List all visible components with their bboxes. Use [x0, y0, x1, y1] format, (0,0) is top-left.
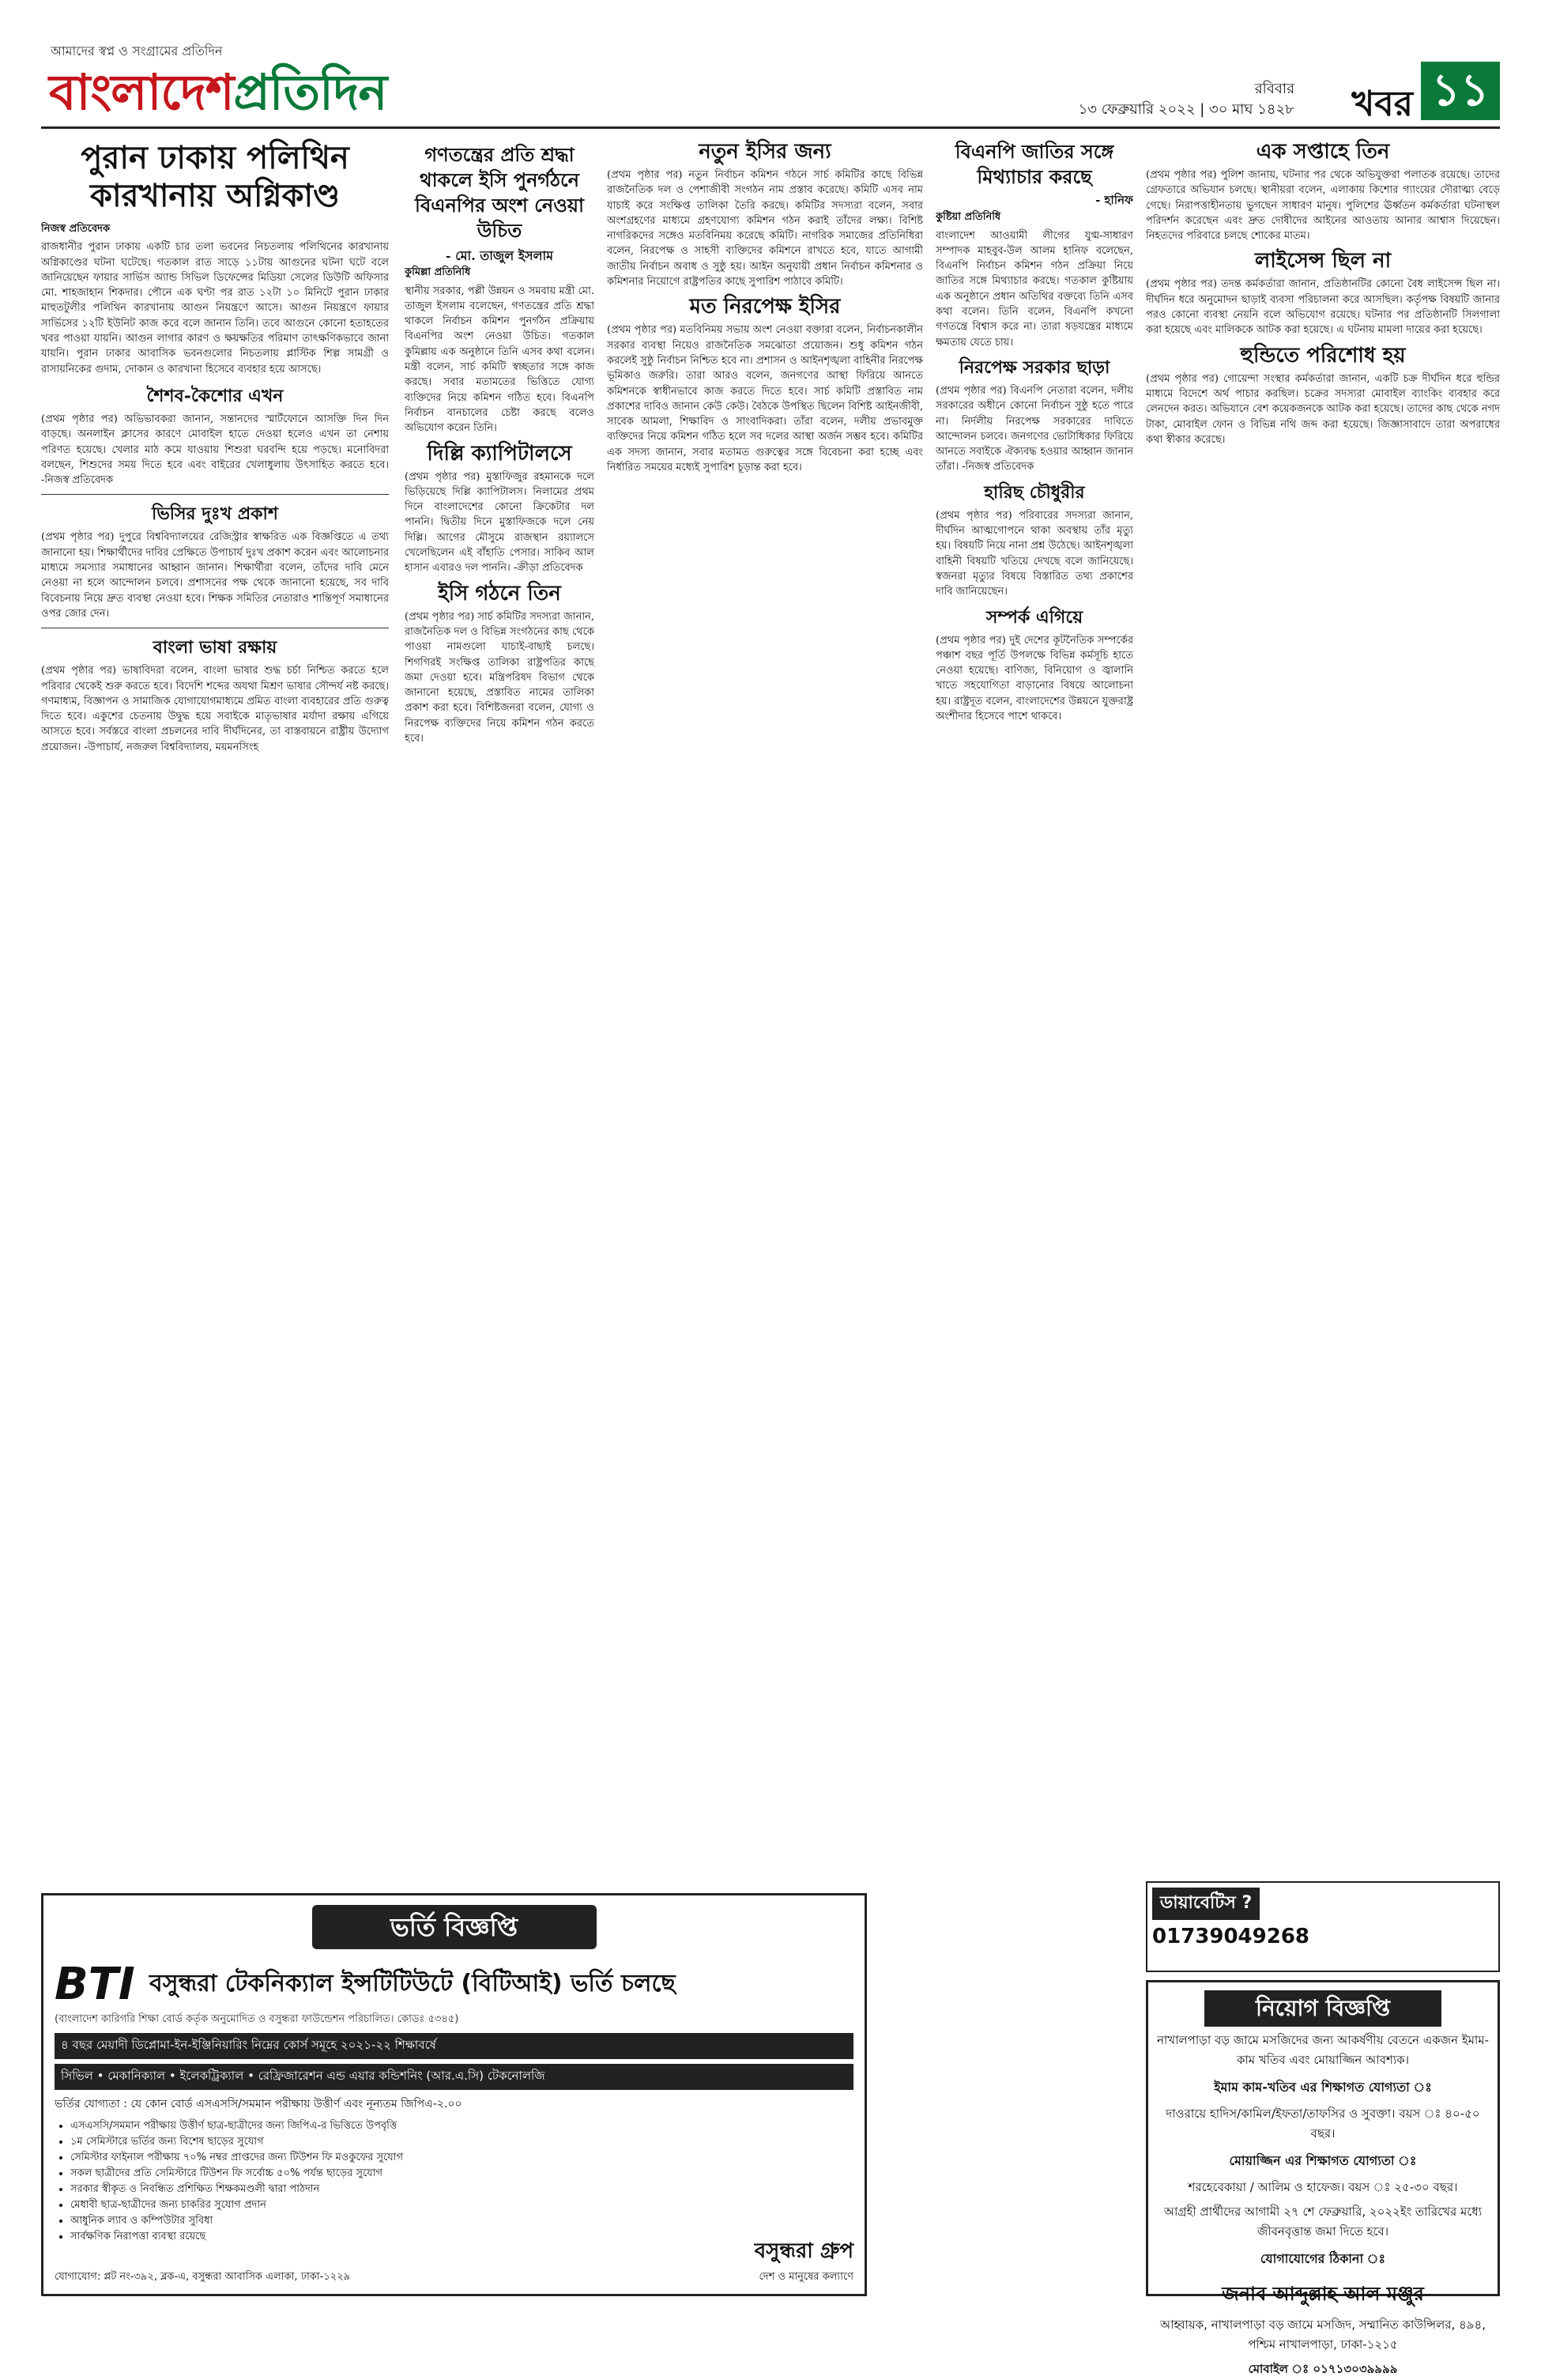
group-name: বসুন্ধরা গ্রুপ	[754, 2239, 853, 2263]
quote-author: - হানিফ	[1095, 193, 1133, 207]
list-item: • সার্বক্ষণিক নিরাপত্তা ব্যবস্থা রয়েছে	[70, 2229, 853, 2245]
column-5	[1146, 134, 1500, 1873]
article-body: (প্রথম পৃষ্ঠার পর) অভিভাবকরা জানান, সন্তানদের স্মার্টফোনে আসক্তি দিন দিন বাড়ছে। অনলাইন ক্লাসের কারণে মোবাইল হাতে দেওয়া হলেও এখন তা নেশায় পরিণত হয়েছে। খেলার মাঠ কমে যাওয়ায় শিশুরা ঘরবন্দি হয়ে পড়ছে। মনোবিদরা বলছেন, শিশুদের সময় দিতে হবে এবং বাইরের খেলাধুলায় উৎসাহিত করতে হবে। -নিজস্ব প্রতিবেদক	[41, 413, 389, 487]
article-body: রাজধানীর পুরান ঢাকায় একটি চার তলা ভবনের নিচতলায় পলিথিনের কারখানায় অগ্নিকাণ্ডের ঘটনা ঘটেছে। গতকাল রাত সাড়ে ১১টায় আগুনের ঘটনা ঘটে বলে জানিয়েছেন ফায়ার সার্ভিস অ্যান্ড সিভিল ডিফেন্সের মিডিয়া সেলের ডিউটি অফিসার মো. শাহজাহান শিকদার। পৌনে এক ঘণ্টা পর রাত ১২টা ১০ মিনিটে পুরান ঢাকার মাহুতটুলীর পলিথিন কারখানায় আগুন নিয়ন্ত্রণে আসে। আগুন নিয়ন্ত্রণে ফায়ার সার্ভিসের ১২টি ইউনিট কাজ করে বলে জানান তিনি। তবে আগুনে কোনো হতাহতের খবর পাওয়া যায়নি। আগুন লাগার কারণ ও ক্ষয়ক্ষতির পরিমাণ তাৎক্ষণিকভাবে জানা যায়নি। পুরান ঢাকার আবাসিক ভবনগুলোর নিচতলায় প্লাস্টিক শিল্প সামগ্রী ও রাসায়নিকের গুদাম, দোকান ও কারখানা হিসেবে ব্যবহার হয়ে আসছে।	[41, 241, 389, 375]
ad-org-row	[55, 1959, 853, 2010]
ad-courses: সিভিল • মেকানিক্যাল • ইলেকট্রিক্যাল • রেফ্রিজারেশন এন্ড এয়ার কন্ডিশনিং (আর.এ.সি) টেকনোলজি	[55, 2064, 853, 2090]
ad-benefits-list	[70, 2118, 853, 2245]
headline-three-week[interactable]: এক সপ্তাহে তিন	[1256, 140, 1390, 164]
list-item: • সেমিস্টার ফাইনাল পরীক্ষায় ৭০% নম্বর প্রাপ্তদের জন্য টিউশন ফি মওকুফের সুযোগ	[70, 2150, 853, 2166]
column-1	[41, 134, 389, 1885]
contact-address: আহ্বায়ক, নাখালপাড়া বড় জামে মসজিদ, সম্মানিত কাউন্সিলর, ৪৯৪, পশ্চিম নাখালপাড়া, ঢাকা-১২১৫	[1159, 2318, 1486, 2352]
job-ad-title: নিয়োগ বিজ্ঞপ্তি	[1204, 1990, 1441, 2027]
job-deadline: আগ্রহী প্রার্থীদের আগামী ২৭ শে ফেব্রুয়ারি, ২০২২ইং তারিখের মধ্যে জীবনবৃত্তান্ত জমা দিতে হবে।	[1163, 2205, 1483, 2239]
dateline	[1079, 79, 1294, 120]
subhead-language[interactable]: বাংলা ভাষা রক্ষায়	[153, 637, 277, 658]
byline: নিজস্ব প্রতিবেদক	[41, 223, 111, 235]
date-label: ১৩ ফেব্রুয়ারি ২০২২ | ৩০ মাঘ ১৪২৮	[1078, 101, 1294, 118]
article-body: (প্রথম পৃষ্ঠার পর) মুস্তাফিজুর রহমানকে দলে ভিড়িয়েছে দিল্লি ক্যাপিটালস। নিলামের প্রথম দিনে বাংলাদেশের কোনো ক্রিকেটার দল পাননি। দ্বিতীয় দিনে মুস্তাফিজকে দলে নেয় দিল্লি। আগের মৌসুমে রাজস্থান রয়্যালসে খেলেছিলেন এই বাঁহাতি পেসার। সাকিব আল হাসান এবারও দল পাননি। -ক্রীড়া প্রতিবেদক	[405, 470, 594, 575]
article-body: (প্রথম পৃষ্ঠার পর) দুই দেশের কূটনৈতিক সম্পর্কের পঞ্চাশ বছর পূর্তি উপলক্ষে বিভিন্ন কর্মসূচি হাতে নেওয়া হয়েছে। বাণিজ্য, বিনিয়োগ ও জ্বালানি খাতে সহযোগিতা বাড়ানোর বিষয়ে আলোচনা হয়। রাষ্ট্রদূত বলেন, বাংলাদেশের উন্নয়নে যুক্তরাষ্ট্র অংশীদার হিসেবে পাশে থাকবে।	[936, 634, 1133, 723]
headline-fire[interactable]: পুরান ঢাকায় পলিথিন কারখানায় অগ্নিকাণ্ড	[81, 139, 349, 214]
logo-part-1: বাংলাদেশ	[49, 63, 234, 121]
contact-label: যোগাযোগের ঠিকানা ঃ	[1260, 2251, 1386, 2266]
article-body: (প্রথম পৃষ্ঠার পর) তদন্ত কর্মকর্তারা জানান, প্রতিষ্ঠানটির কোনো বৈধ লাইসেন্স ছিল না। দীর্ঘদিন ধরে অনুমোদন ছাড়াই ব্যবসা পরিচালনা করে আসছিল। কর্তৃপক্ষ বিষয়টি জানার পরও কোনো ব্যবস্থা নেয়নি বলে অভিযোগ রয়েছে। ঘটনার পর প্রতিষ্ঠানটি সিলগালা করা হয়েছে এবং মালিককে আটক করা হয়েছে। এ ঘটনায় মামলা দায়ের করা হয়েছে।	[1146, 278, 1500, 337]
subhead-hundi[interactable]: হুন্ডিতে পরিশোধ হয়	[1240, 343, 1406, 368]
section-label: খবর	[1351, 84, 1413, 124]
article-body: (প্রথম পৃষ্ঠার পর) মতবিনিময় সভায় অংশ নেওয়া বক্তারা বলেন, নির্বাচনকালীন সরকার ব্যবস্থা নিয়েও রাজনৈতিক সমঝোতা প্রয়োজন। শুধু কমিশন গঠন করলেই সুষ্ঠু নির্বাচন নিশ্চিত হবে না। প্রশাসন ও আইনশৃঙ্খলা বাহিনীর নিরপেক্ষ ভূমিকাও জরুরি। তারা আরও বলেন, জনগণের আস্থা ফিরিয়ে আনতে কমিশনকে স্বাধীনভাবে কাজ করতে দিতে হবে। সার্চ কমিটি প্রস্তাবিত নাম প্রকাশের দাবিও জানান কেউ কেউ। বৈঠকে উপস্থিত ছিলেন বিশিষ্ট আইনজীবী, সাবেক আমলা, শিক্ষাবিদ ও সাংবাদিকরা। তাঁরা বলেন, দলীয় প্রভাবমুক্ত ব্যক্তিদের নিয়ে কমিশন গঠিত হলে সব দলের আস্থা অর্জন সম্ভব হবে। কমিটির এক সদস্য জানান, সবার মতামত গুরুত্বের সঙ্গে বিবেচনা করা হচ্ছে এবং নির্ধারিত সময়ের মধ্যেই সুপারিশ চূড়ান্ত করা হবে।	[607, 324, 923, 474]
subhead-relations[interactable]: সম্পর্ক এগিয়ে	[985, 606, 1083, 628]
divider	[41, 494, 389, 495]
ad-eligibility: ভর্তির যোগ্যতা : যে কোন বোর্ড এসএসসি/সমমান পরীক্ষায় উত্তীর্ণ এবং নূন্যতম জিপিএ-২.০০	[55, 2098, 462, 2110]
ad-org-name: বসুন্ধরা টেকনিক্যাল ইন্সটিটিউটে (বিটিআই) ভর্তি চলছে	[149, 1970, 676, 1997]
article-body: (প্রথম পৃষ্ঠার পর) দুপুরে বিশ্ববিদ্যালয়ের রেজিস্ট্রার স্বাক্ষরিত এক বিজ্ঞপ্তিতে এ তথ্য জানানো হয়। শিক্ষার্থীদের দাবির প্রেক্ষিতে উপাচার্য দুঃখ প্রকাশ করেন এবং আলোচনার মাধ্যমে সমস্যার সমাধানের আহ্বান জানান। শিক্ষার্থীরা বলেন, তাঁদের দাবি মেনে নেওয়া না হলে আন্দোলন চলবে। প্রশাসনের পক্ষ থেকে জানানো হয়েছে, সব দাবি বিবেচনায় নিয়ে দ্রুত ব্যবস্থা নেওয়া হবে। শিক্ষক সমিতির নেতারাও শান্তিপূর্ণ সমাধানের ওপর জোর দেন।	[41, 531, 389, 620]
masthead	[41, 32, 1500, 129]
article-body: (প্রথম পৃষ্ঠার পর) পুলিশ জানায়, ঘটনার পর থেকে অভিযুক্তরা পলাতক রয়েছে। তাদের গ্রেফতারে অভিযান চলছে। স্থানীয়রা বলেন, এলাকায় কিশোর গ্যাংয়ের দৌরাত্ম্য বেড়ে গেছে। নিরাপত্তাহীনতায় ভুগছেন সাধারণ মানুষ। পুলিশের ঊর্ধ্বতন কর্মকর্তারা ঘটনাস্থল পরিদর্শন করেছেন এবং দ্রুত দোষীদের আইনের আওতায় আনার আশ্বাস দিয়েছেন। নিহতদের পরিবারে চলছে শোকের মাতম।	[1146, 169, 1500, 243]
logo-tagline: আমাদের স্বপ্ন ও সংগ্রামের প্রতিদিন	[51, 43, 223, 58]
byline: কুষ্টিয়া প্রতিনিধি	[936, 211, 1001, 224]
ad-program: ৪ বছর মেয়াদী ডিপ্লোমা-ইন-ইঞ্জিনিয়ারিং নিম্নের কোর্স সমূহে ২০২১-২২ শিক্ষাবর্ষে	[55, 2033, 853, 2059]
job-ad-intro: নাখালপাড়া বড় জামে মসজিদের জন্য আকর্ষণীয় বেতনে একজন ইমাম-কাম খতিব এবং মোয়াজ্জিন আবশ্যক।	[1156, 2033, 1490, 2067]
page-number: ১১	[1421, 62, 1500, 120]
ad-title: ভর্তি বিজ্ঞপ্তি	[312, 1905, 597, 1949]
subhead-vc[interactable]: ভিসির দুঃখ প্রকাশ	[152, 504, 278, 525]
list-item: • এসএসসি/সমমান পরীক্ষায় উত্তীর্ণ ছাত্র-ছাত্রীদের জন্য জিপিএ-র ভিত্তিতে উপবৃত্তি	[70, 2118, 853, 2134]
headline-bnp[interactable]: বিএনপি জাতির সঙ্গে মিথ্যাচার করছে	[955, 140, 1114, 188]
diabetes-ad[interactable]	[1146, 1881, 1500, 1972]
diabetes-ad-title: ডায়াবেটিস ?	[1152, 1888, 1260, 1920]
article-body: (প্রথম পৃষ্ঠার পর) বিএনপি নেতারা বলেন, দলীয় সরকারের অধীনে কোনো নির্বাচন সুষ্ঠু হতে পারে না। নির্দলীয় নিরপেক্ষ সরকারের দাবিতে আন্দোলন চলবে। জনগণের ভোটাধিকার ফিরিয়ে আনতে সবাইকে ঐক্যবদ্ধ হওয়ার আহ্বান জানান তাঁরা। -নিজস্ব প্রতিবেদক	[936, 384, 1133, 473]
article-body: বাংলাদেশ আওয়ামী লীগের যুগ্ম-সাধারণ সম্পাদক মাহবুব-উল আলম হানিফ বলেছেন, বিএনপি নির্বাচন কমিশন গঠন প্রক্রিয়া নিয়ে জাতির সঙ্গে মিথ্যাচার করছে। গতকাল কুষ্টিয়ায় এক অনুষ্ঠানে প্রধান অতিথির বক্তব্যে তিনি এসব কথা বলেন। তিনি বলেন, বিএনপি কখনো গণতন্ত্রে বিশ্বাস করে না। তারা ষড়যন্ত্রের মাধ্যমে ক্ষমতায় যেতে চায়।	[936, 229, 1133, 349]
article-body: (প্রথম পৃষ্ঠার পর) গোয়েন্দা সংস্থার কর্মকর্তারা জানান, একটি চক্র দীর্ঘদিন ধরে হুন্ডির মাধ্যমে বিদেশে অর্থ পাচার করছিল। চক্রের সদস্যরা মোবাইল ব্যাংকিং ব্যবহার করে লেনদেন করত। অভিযানে বেশ কয়েকজনকে আটক করা হয়েছে। তাদের কাছ থেকে নগদ টাকা, মোবাইল ফোন ও বিভিন্ন নথি জব্দ করা হয়েছে। জিজ্ঞাসাবাদে তারা অপরাধের কথা স্বীকার করেছে।	[1146, 372, 1500, 446]
ad-approval: (বাংলাদেশ কারিগরি শিক্ষা বোর্ড কর্তৃক অনুমোদিত ও বসুন্ধরা ফাউন্ডেশন পরিচালিত। কোডঃ ৫৩৪৫)	[55, 2013, 459, 2025]
subhead-neutral-ec[interactable]: মত নিরপেক্ষ ইসির	[689, 295, 841, 319]
group-brand	[755, 2235, 853, 2286]
list-item: • আধুনিক ল্যাব ও কম্পিউটার সুবিধা	[70, 2213, 853, 2229]
newspaper-logo[interactable]	[49, 55, 386, 137]
diabetes-ad-phone[interactable]: 01739049268	[1152, 1925, 1309, 1948]
article-body: (প্রথম পৃষ্ঠার পর) ভাষাবিদরা বলেন, বাংলা ভাষার শুদ্ধ চর্চা নিশ্চিত করতে হলে পরিবার থেকেই শুরু করতে হবে। বিদেশি শব্দের অযথা মিশ্রণ ভাষার সৌন্দর্য নষ্ট করছে। গণমাধ্যম, বিজ্ঞাপন ও সামাজিক যোগাযোগমাধ্যমে প্রমিত বাংলা ব্যবহারের প্রতি গুরুত্ব দিতে হবে। একুশের চেতনায় উদ্বুদ্ধ হয়ে সবাইকে মাতৃভাষার মর্যাদা রক্ষায় এগিয়ে আসতে হবে। সর্বস্তরে বাংলা প্রচলনের দাবি দীর্ঘদিনের, তা বাস্তবায়নে রাষ্ট্রীয় উদ্যোগ প্রয়োজন। -উপাচার্য, নজরুল বিশ্ববিদ্যালয়, ময়মনসিংহ	[41, 665, 389, 753]
day-label: রবিবার	[1254, 81, 1294, 97]
muazzin-requirements: মোয়াজ্জিন এর শিক্ষাগত যোগ্যতা ঃ	[1229, 2153, 1417, 2168]
bti-logo-icon: BTI	[55, 1959, 135, 2010]
imam-detail: দাওরায়ে হাদিস/কামিল/ইফতা/তাফসির ও সুবক্তা। বয়স ঃ ৪০-৫০ বছর।	[1166, 2107, 1480, 2140]
group-tagline: দেশ ও মানুষের কল্যাণে	[759, 2271, 853, 2283]
list-item: • সকল ছাত্রীদের প্রতি সেমিস্টারে টিউশন ফি সর্বোচ্চ ৫০% পর্যন্ত ছাড়ের সুযোগ	[70, 2166, 853, 2182]
subhead-neutral-govt[interactable]: নিরপেক্ষ সরকার ছাড়া	[959, 356, 1110, 378]
admission-ad[interactable]	[41, 1893, 867, 2296]
list-item: • সরকার স্বীকৃত ও নিবন্ধিত প্রশিক্ষিত শিক্ষকমণ্ডলী দ্বারা পাঠদান	[70, 2182, 853, 2197]
quote-author: - মো. তাজুল ইসলাম	[445, 248, 554, 263]
ad-address: যোগাযোগ: প্লট নং-৩৯২, ব্লক-এ, বসুন্ধরা আবাসিক এলাকা, ঢাকা-১২২৯	[55, 2271, 351, 2283]
column-4	[936, 134, 1133, 2166]
subhead-ec-three[interactable]: ইসি গঠনে তিন	[438, 581, 561, 605]
headline-new-ec[interactable]: নতুন ইসির জন্য	[699, 140, 831, 164]
article-body: (প্রথম পৃষ্ঠার পর) পরিবারের সদস্যরা জানান, দীর্ঘদিন আত্মগোপনে থাকা অবস্থায় তাঁর মৃত্যু হয়। বিষয়টি নিয়ে নানা প্রশ্ন উঠেছে। আইনশৃঙ্খলা বাহিনী বিষয়টি খতিয়ে দেখছে বলে জানিয়েছে। স্বজনরা মৃত্যুর বিষয়ে বিস্তারিত তথ্য প্রকাশের দাবি জানিয়েছেন।	[936, 509, 1133, 598]
article-body: (প্রথম পৃষ্ঠার পর) নতুন নির্বাচন কমিশন গঠনে সার্চ কমিটির কাছে বিভিন্ন রাজনৈতিক দল ও পেশাজীবী সংগঠন নাম প্রস্তাব করেছে। কমিটি এসব নাম যাচাই করে সংক্ষিপ্ত তালিকা তৈরি করছে। কমিটির সদস্যরা বলেন, সবার অংশগ্রহণের মাধ্যমে গ্রহণযোগ্য কমিশন গঠন করাই তাঁদের লক্ষ্য। বিশিষ্ট নাগরিকদের সঙ্গেও মতবিনিময় করেছে কমিটি। নাগরিক সমাজের প্রতিনিধিরা বলেন, নিরপেক্ষ ও সাহসী ব্যক্তিদের কমিশনে রাখতে হবে, যাতে আগামী জাতীয় নির্বাচন অবাধ ও সুষ্ঠু হয়। আইন অনুযায়ী প্রধান নির্বাচন কমিশনার ও কমিশনার নিয়োগে রাষ্ট্রপতির কাছে সুপারিশ পাঠাবে কমিটি।	[607, 169, 923, 289]
logo-part-2: প্রতিদিন	[233, 63, 387, 121]
subhead-delhi[interactable]: দিল্লি ক্যাপিটালসে	[427, 441, 572, 466]
list-item: • মেধাবী ছাত্র-ছাত্রীদের জন্য চাকরির সুযোগ প্রদান	[70, 2197, 853, 2213]
byline: কুমিল্লা প্রতিনিধি	[405, 266, 471, 279]
headline-ec[interactable]: গণতন্ত্রের প্রতি শ্রদ্ধা থাকলে ইসি পুনর্গঠনে বিএনপির অংশ নেওয়া উচিত	[414, 143, 585, 242]
ad-footer	[55, 2235, 853, 2286]
article-body: স্থানীয় সরকার, পল্লী উন্নয়ন ও সমবায় মন্ত্রী মো. তাজুল ইসলাম বলেছেন, গণতন্ত্রের প্রতি শ্রদ্ধা থাকলে নির্বাচন কমিশন পুনর্গঠন প্রক্রিয়ায় বিএনপির অংশ নেওয়া উচিত। গতকাল কুমিল্লায় এক অনুষ্ঠানে তিনি এসব কথা বলেন। মন্ত্রী বলেন, সার্চ কমিটি স্বচ্ছতার সঙ্গে কাজ করছে। সবার মতামতের ভিত্তিতে যোগ্য ব্যক্তিদের নিয়ে কমিশন গঠিত হবে। বিএনপি নির্বাচন বানচালের চেষ্টা করছে বলেও অভিযোগ করেন তিনি।	[405, 285, 594, 435]
subhead-license[interactable]: লাইসেন্স ছিল না	[1254, 249, 1392, 273]
imam-requirements: ইমাম কাম-খতিব এর শিক্ষাগত যোগ্যতা ঃ	[1214, 2080, 1432, 2095]
column-2	[405, 134, 594, 1885]
subhead-childhood[interactable]: শৈশব-কৈশোর এখন	[146, 385, 284, 406]
contact-mobile[interactable]: মোবাইল ঃ ০১৭১৩০৩৯৯৯৯	[1248, 2362, 1398, 2376]
muazzin-detail: শরহেবেকায়া / আলিম ও হাফেজ। বয়স ঃ ২৫-৩০ বছর।	[1188, 2180, 1458, 2194]
subhead-haris[interactable]: হারিছ চৌধুরীর	[984, 481, 1085, 503]
list-item: • ১ম সেমিস্টারে ভর্তির জন্য বিশেষ ছাড়ের সুযোগ	[70, 2134, 853, 2150]
contact-name: জনাব আব্দুল্লাহ আল মঞ্জুর	[1222, 2283, 1424, 2305]
job-ad[interactable]	[1146, 1980, 1500, 2376]
article-body: (প্রথম পৃষ্ঠার পর) সার্চ কমিটির সদস্যরা জানান, রাজনৈতিক দল ও বিভিন্ন সংগঠনের কাছ থেকে পাওয়া নামগুলো যাচাই-বাছাই চলছে। শিগগিরই সংক্ষিপ্ত তালিকা রাষ্ট্রপতির কাছে জমা দেওয়া হবে। মন্ত্রিপরিষদ বিভাগ থেকে জানানো হয়েছে, প্রস্তাবিত নামের তালিকা প্রকাশ করা হবে। বিশিষ্টজনরা বলেন, যোগ্য ও নিরপেক্ষ ব্যক্তিদের নিয়ে কমিশন গঠন করতে হবে।	[405, 610, 594, 745]
column-3	[607, 134, 923, 1885]
